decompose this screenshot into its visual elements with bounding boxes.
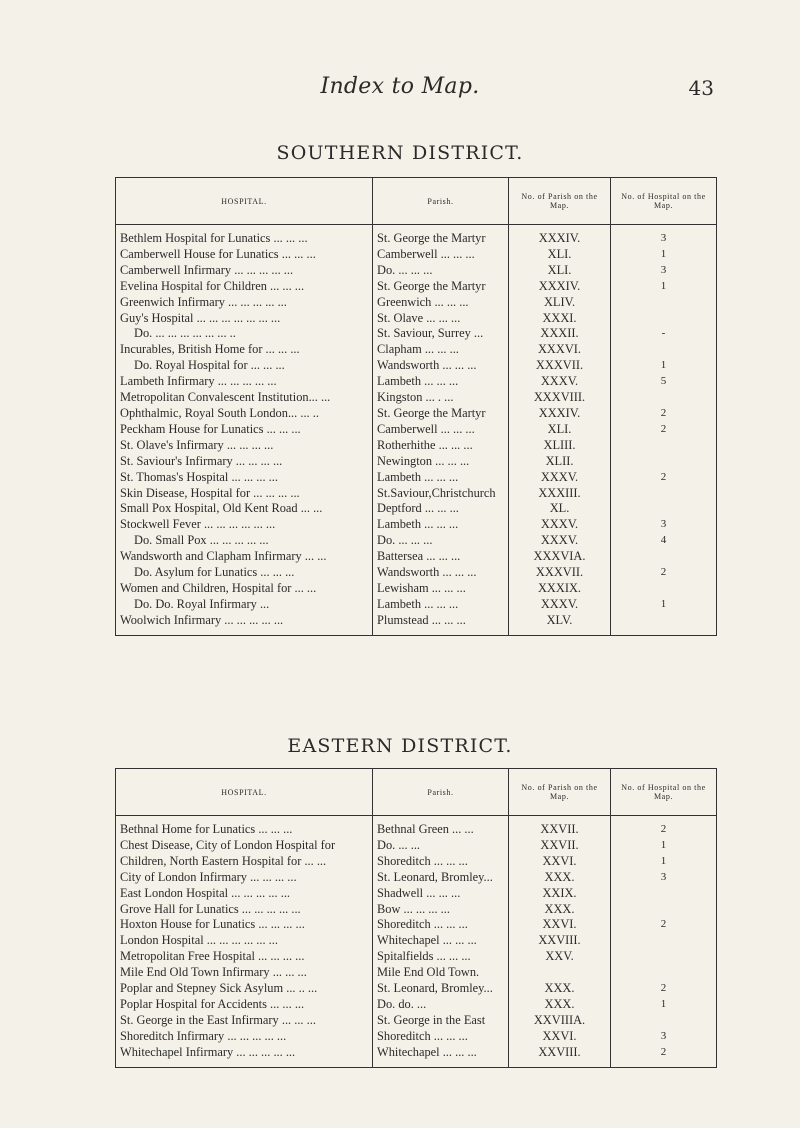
parish-cell: Kingston ... . ...	[373, 390, 509, 406]
table-row	[116, 854, 717, 870]
parish-number-cell: XXXIII.	[509, 486, 611, 502]
hospital-cell: Incurables, British Home for ... ... ...	[116, 342, 373, 358]
running-title: Index to Map.	[320, 74, 480, 99]
hospital-number-cell: 1	[611, 279, 717, 295]
parish-cell: Do. do. ...	[373, 997, 509, 1013]
parish-cell: St. George in the East	[373, 1013, 509, 1029]
table-row	[116, 247, 717, 263]
table-row	[116, 949, 717, 965]
parish-number-cell: XXVI.	[509, 1029, 611, 1045]
parish-cell: St. Leonard, Bromley...	[373, 981, 509, 997]
hospital-number-cell	[611, 295, 717, 311]
hospital-cell: Chest Disease, City of London Hospital for	[116, 838, 373, 854]
hospital-cell: St. Saviour's Infirmary ... ... ... ...	[116, 454, 373, 470]
hospital-cell: Camberwell Infirmary ... ... ... ... ...	[116, 263, 373, 279]
hospital-number-cell: 3	[611, 263, 717, 279]
hospital-number-cell	[611, 965, 717, 981]
hospital-number-cell: -	[611, 326, 717, 342]
table-row	[116, 486, 717, 502]
hospital-cell: Do. ... ... ... ... ... ... ..	[116, 326, 373, 342]
hospital-cell: Whitechapel Infirmary ... ... ... ... ...	[116, 1045, 373, 1067]
hospital-number-cell	[611, 486, 717, 502]
parish-cell: St.Saviour,Christchurch	[373, 486, 509, 502]
parish-cell: St. Leonard, Bromley...	[373, 870, 509, 886]
table-row	[116, 870, 717, 886]
southern-district-title: SOUTHERN DISTRICT.	[276, 142, 524, 164]
parish-number-cell: XXXVI.	[509, 342, 611, 358]
hospital-cell: Do. Royal Hospital for ... ... ...	[116, 358, 373, 374]
hospital-cell: St. George in the East Infirmary ... ... ...	[116, 1013, 373, 1029]
parish-number-cell: XXIX.	[509, 886, 611, 902]
parish-number-cell: XXXV.	[509, 597, 611, 613]
hospital-number-cell: 2	[611, 406, 717, 422]
page-header	[0, 74, 800, 114]
hospital-cell: Metropolitan Convalescent Institution... ...	[116, 390, 373, 406]
parish-cell: Bethnal Green ... ...	[373, 816, 509, 838]
hospital-cell: Greenwich Infirmary ... ... ... ... ...	[116, 295, 373, 311]
parish-cell: Lambeth ... ... ...	[373, 517, 509, 533]
hospital-cell: Bethnal Home for Lunatics ... ... ...	[116, 816, 373, 838]
table-row	[116, 470, 717, 486]
hospital-number-cell: 1	[611, 358, 717, 374]
table-row	[116, 374, 717, 390]
hospital-cell: Peckham House for Lunatics ... ... ...	[116, 422, 373, 438]
parish-number-cell: XXXV.	[509, 374, 611, 390]
hospital-number-cell: 2	[611, 917, 717, 933]
hospital-number-cell	[611, 549, 717, 565]
parish-number-cell: XXXV.	[509, 533, 611, 549]
parish-number-cell: XXXVIA.	[509, 549, 611, 565]
table-row	[116, 981, 717, 997]
hospital-number-cell: 2	[611, 816, 717, 838]
table-row	[116, 1029, 717, 1045]
hospital-cell: Evelina Hospital for Children ... ... ...	[116, 279, 373, 295]
parish-number-cell: XXXVII.	[509, 358, 611, 374]
parish-cell: Whitechapel ... ... ...	[373, 1045, 509, 1067]
parish-number-cell: XXVIII.	[509, 933, 611, 949]
parish-cell: Shoreditch ... ... ...	[373, 1029, 509, 1045]
parish-cell: Do. ... ... ...	[373, 533, 509, 549]
table-row	[116, 549, 717, 565]
hospital-number-column-header: No. of Hospital on the Map.	[611, 769, 717, 816]
table-row	[116, 406, 717, 422]
table-row	[116, 263, 717, 279]
parish-cell: Rotherhithe ... ... ...	[373, 438, 509, 454]
parish-cell: Lambeth ... ... ...	[373, 374, 509, 390]
table-row	[116, 295, 717, 311]
hospital-number-cell: 2	[611, 1045, 717, 1067]
parish-cell: Do. ... ...	[373, 838, 509, 854]
table-row	[116, 565, 717, 581]
hospital-cell: Do. Asylum for Lunatics ... ... ...	[116, 565, 373, 581]
parish-number-cell: XXVI.	[509, 854, 611, 870]
parish-cell: Wandsworth ... ... ...	[373, 358, 509, 374]
parish-number-cell: XXXIV.	[509, 406, 611, 422]
parish-number-cell: XXXI.	[509, 311, 611, 327]
parish-cell: Do. ... ... ...	[373, 263, 509, 279]
parish-number-cell: XXX.	[509, 870, 611, 886]
hospital-cell: St. Olave's Infirmary ... ... ... ...	[116, 438, 373, 454]
hospital-cell: Do. Do. Royal Infirmary ...	[116, 597, 373, 613]
table-row	[116, 225, 717, 247]
table-row	[116, 438, 717, 454]
parish-number-cell: XXV.	[509, 949, 611, 965]
parish-number-cell	[509, 965, 611, 981]
hospital-cell: Hoxton House for Lunatics ... ... ... ...	[116, 917, 373, 933]
parish-number-cell: XXVI.	[509, 917, 611, 933]
hospital-number-cell	[611, 390, 717, 406]
hospital-number-cell	[611, 342, 717, 358]
parish-number-cell: XXXVII.	[509, 565, 611, 581]
parish-cell: St. George the Martyr	[373, 279, 509, 295]
parish-number-cell: XLV.	[509, 613, 611, 635]
hospital-number-cell: 2	[611, 422, 717, 438]
table-row	[116, 1013, 717, 1029]
parish-number-cell: XLIII.	[509, 438, 611, 454]
parish-number-cell: XXVIIIA.	[509, 1013, 611, 1029]
hospital-number-cell	[611, 613, 717, 635]
hospital-cell: Guy's Hospital ... ... ... ... ... ... ...	[116, 311, 373, 327]
hospital-column-header: HOSPITAL.	[116, 178, 373, 225]
hospital-number-cell	[611, 949, 717, 965]
parish-number-cell: XLII.	[509, 454, 611, 470]
hospital-number-cell: 5	[611, 374, 717, 390]
table-row	[116, 581, 717, 597]
hospital-cell: London Hospital ... ... ... ... ... ...	[116, 933, 373, 949]
table-row	[116, 358, 717, 374]
hospital-cell: Woolwich Infirmary ... ... ... ... ...	[116, 613, 373, 635]
hospital-column-header: HOSPITAL.	[116, 769, 373, 816]
parish-number-cell: XXXIV.	[509, 225, 611, 247]
parish-cell: Bow ... ... ... ...	[373, 902, 509, 918]
hospital-number-cell: 1	[611, 997, 717, 1013]
parish-cell: Lambeth ... ... ...	[373, 597, 509, 613]
hospital-number-cell: 1	[611, 838, 717, 854]
table-row	[116, 965, 717, 981]
parish-cell: Spitalfields ... ... ...	[373, 949, 509, 965]
parish-number-cell: XLI.	[509, 263, 611, 279]
parish-cell: Lewisham ... ... ...	[373, 581, 509, 597]
table-row	[116, 997, 717, 1013]
hospital-number-cell: 2	[611, 470, 717, 486]
table-row	[116, 886, 717, 902]
parish-number-cell: XXXII.	[509, 326, 611, 342]
table-header-row	[116, 769, 717, 816]
hospital-number-cell	[611, 581, 717, 597]
hospital-cell: Metropolitan Free Hospital ... ... ... ...	[116, 949, 373, 965]
parish-cell: Shoreditch ... ... ...	[373, 917, 509, 933]
table-row	[116, 838, 717, 854]
parish-number-cell: XXXVIII.	[509, 390, 611, 406]
hospital-cell: Camberwell House for Lunatics ... ... ...	[116, 247, 373, 263]
hospital-cell: East London Hospital ... ... ... ... ...	[116, 886, 373, 902]
table-row	[116, 517, 717, 533]
hospital-number-cell	[611, 933, 717, 949]
parish-cell: Shadwell ... ... ...	[373, 886, 509, 902]
hospital-cell: Do. Small Pox ... ... ... ... ...	[116, 533, 373, 549]
parish-cell: Wandsworth ... ... ...	[373, 565, 509, 581]
table-header-row	[116, 178, 717, 225]
hospital-cell: Women and Children, Hospital for ... ...	[116, 581, 373, 597]
hospital-number-cell	[611, 454, 717, 470]
parish-cell: Shoreditch ... ... ...	[373, 854, 509, 870]
parish-cell: Camberwell ... ... ...	[373, 422, 509, 438]
hospital-cell: Bethlem Hospital for Lunatics ... ... ...	[116, 225, 373, 247]
parish-number-cell: XXX.	[509, 902, 611, 918]
hospital-cell: Children, North Eastern Hospital for ... ...	[116, 854, 373, 870]
hospital-cell: Wandsworth and Clapham Infirmary ... ...	[116, 549, 373, 565]
hospital-cell: Poplar Hospital for Accidents ... ... ...	[116, 997, 373, 1013]
southern-district-table	[115, 177, 717, 636]
hospital-number-cell	[611, 438, 717, 454]
parish-cell: Whitechapel ... ... ...	[373, 933, 509, 949]
parish-number-column-header: No. of Parish on the Map.	[509, 769, 611, 816]
table-row	[116, 902, 717, 918]
hospital-cell: Ophthalmic, Royal South London... ... ..	[116, 406, 373, 422]
hospital-number-cell: 2	[611, 981, 717, 997]
hospital-number-cell	[611, 886, 717, 902]
table-row	[116, 597, 717, 613]
hospital-number-cell: 3	[611, 517, 717, 533]
parish-cell: Camberwell ... ... ...	[373, 247, 509, 263]
table-row	[116, 390, 717, 406]
hospital-number-cell: 1	[611, 854, 717, 870]
eastern-district-title: EASTERN DISTRICT.	[287, 735, 513, 757]
table-row	[116, 1045, 717, 1067]
hospital-number-cell	[611, 311, 717, 327]
hospital-number-column-header: No. of Hospital on the Map.	[611, 178, 717, 225]
hospital-number-cell: 4	[611, 533, 717, 549]
parish-cell: Mile End Old Town.	[373, 965, 509, 981]
parish-number-cell: XXXIX.	[509, 581, 611, 597]
parish-number-column-header: No. of Parish on the Map.	[509, 178, 611, 225]
table-row	[116, 342, 717, 358]
parish-cell: Lambeth ... ... ...	[373, 470, 509, 486]
parish-number-cell: XXVII.	[509, 816, 611, 838]
table-row	[116, 326, 717, 342]
hospital-number-cell: 1	[611, 247, 717, 263]
parish-cell: Battersea ... ... ...	[373, 549, 509, 565]
hospital-cell: Stockwell Fever ... ... ... ... ... ...	[116, 517, 373, 533]
hospital-cell: Skin Disease, Hospital for ... ... ... ...	[116, 486, 373, 502]
hospital-cell: City of London Infirmary ... ... ... ...	[116, 870, 373, 886]
hospital-cell: St. Thomas's Hospital ... ... ... ...	[116, 470, 373, 486]
parish-cell: Clapham ... ... ...	[373, 342, 509, 358]
page-number: 43	[688, 76, 714, 100]
hospital-number-cell: 1	[611, 597, 717, 613]
parish-cell: St. Saviour, Surrey ...	[373, 326, 509, 342]
hospital-cell: Poplar and Stepney Sick Asylum ... .. ...	[116, 981, 373, 997]
parish-cell: St. Olave ... ... ...	[373, 311, 509, 327]
hospital-number-cell: 2	[611, 565, 717, 581]
parish-cell: Greenwich ... ... ...	[373, 295, 509, 311]
table-row	[116, 613, 717, 635]
parish-cell: Deptford ... ... ...	[373, 501, 509, 517]
parish-number-cell: XL.	[509, 501, 611, 517]
table-row	[116, 311, 717, 327]
parish-cell: St. George the Martyr	[373, 406, 509, 422]
parish-number-cell: XXXV.	[509, 470, 611, 486]
parish-number-cell: XLI.	[509, 247, 611, 263]
eastern-table-body	[116, 816, 717, 1068]
parish-number-cell: XLI.	[509, 422, 611, 438]
hospital-cell: Lambeth Infirmary ... ... ... ... ...	[116, 374, 373, 390]
table-row	[116, 917, 717, 933]
parish-cell: Plumstead ... ... ...	[373, 613, 509, 635]
parish-column-header: Parish.	[373, 769, 509, 816]
parish-column-header: Parish.	[373, 178, 509, 225]
hospital-cell: Small Pox Hospital, Old Kent Road ... ...	[116, 501, 373, 517]
hospital-number-cell: 3	[611, 1029, 717, 1045]
parish-cell: Newington ... ... ...	[373, 454, 509, 470]
table-row	[116, 533, 717, 549]
table-row	[116, 279, 717, 295]
table-row	[116, 501, 717, 517]
hospital-number-cell	[611, 902, 717, 918]
hospital-number-cell: 3	[611, 225, 717, 247]
table-row	[116, 454, 717, 470]
hospital-cell: Grove Hall for Lunatics ... ... ... ... ...	[116, 902, 373, 918]
parish-number-cell: XXXV.	[509, 517, 611, 533]
parish-number-cell: XXVII.	[509, 838, 611, 854]
eastern-district-table	[115, 768, 717, 1068]
table-row	[116, 816, 717, 838]
southern-table-body	[116, 225, 717, 636]
parish-cell: St. George the Martyr	[373, 225, 509, 247]
hospital-number-cell: 3	[611, 870, 717, 886]
parish-number-cell: XXX.	[509, 997, 611, 1013]
table-row	[116, 933, 717, 949]
parish-number-cell: XXVIII.	[509, 1045, 611, 1067]
parish-number-cell: XXX.	[509, 981, 611, 997]
table-row	[116, 422, 717, 438]
parish-number-cell: XLIV.	[509, 295, 611, 311]
hospital-cell: Shoreditch Infirmary ... ... ... ... ...	[116, 1029, 373, 1045]
hospital-cell: Mile End Old Town Infirmary ... ... ...	[116, 965, 373, 981]
hospital-number-cell	[611, 501, 717, 517]
parish-number-cell: XXXIV.	[509, 279, 611, 295]
hospital-number-cell	[611, 1013, 717, 1029]
